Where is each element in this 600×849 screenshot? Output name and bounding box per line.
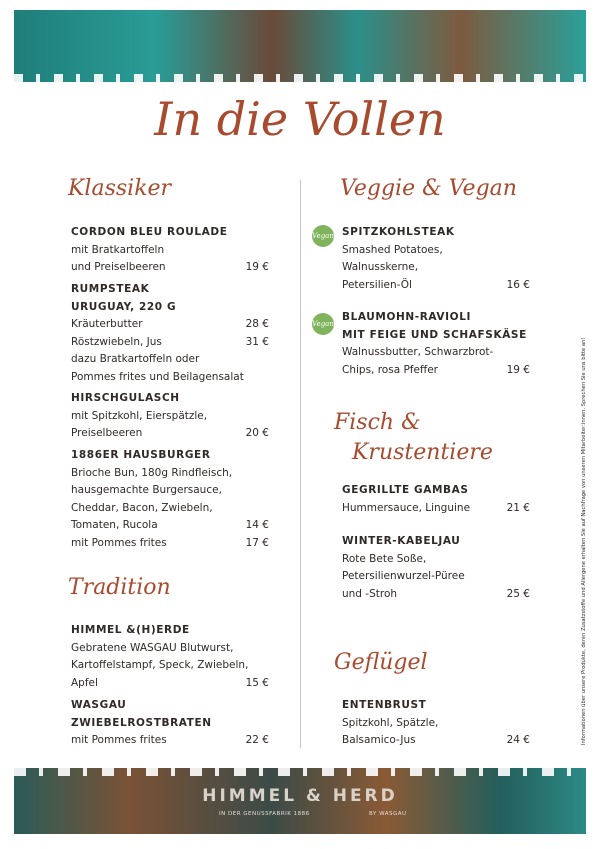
item-name: MIT FEIGE UND SCHAFSKÄSE — [342, 328, 527, 341]
item-price: 16 € — [506, 278, 530, 291]
item-line: Apfel 15 € — [71, 675, 269, 693]
column-divider — [300, 180, 301, 748]
item-price: 20 € — [245, 427, 269, 439]
top-painted-band — [14, 10, 586, 82]
item-price: 28 € — [245, 318, 269, 330]
item-line: Hummersauce, Linguine 21 € — [342, 500, 530, 518]
item-line: Walnussbutter, Schwarzbrot- — [342, 346, 494, 358]
bottom-painted-band — [14, 768, 586, 834]
item-price: 14 € — [245, 519, 269, 531]
item-line: Tomaten, Rucola 14 € — [71, 517, 269, 535]
item-line: Chips, rosa Pfeffer 19 € — [342, 362, 530, 380]
item-line: mit Spitzkohl, Eierspätzle, — [71, 409, 208, 422]
item-line: Röstzwiebeln, Jus 31 € — [71, 334, 269, 352]
menu-item-hausburger — [71, 447, 269, 552]
item-name: BLAUMOHN-RAVIOLI — [342, 311, 471, 323]
menu-item-blaumohn-ravioli — [342, 309, 530, 379]
item-line: und Preiselbeeren 19 € — [71, 259, 269, 277]
item-name: ENTENBRUST — [342, 699, 427, 711]
item-line: hausgemachte Burgersauce, — [71, 484, 222, 496]
page-title: In die Vollen — [154, 92, 446, 146]
menu-item-cordon-bleu — [71, 224, 269, 277]
brand-logo: HIMMEL & HERD — [202, 786, 398, 806]
item-line: Walnusskerne, — [342, 261, 419, 273]
item-name: RUMPSTEAK — [71, 283, 150, 295]
item-price: 19 € — [245, 261, 269, 273]
item-price: 22 € — [245, 734, 269, 746]
item-price: 19 € — [506, 363, 530, 376]
item-name: GEGRILLTE GAMBAS — [342, 484, 469, 496]
item-line: Rote Bete Soße, — [342, 552, 427, 565]
item-line: Petersilien-Öl 16 € — [342, 277, 530, 295]
item-name: HIMMEL &(H)ERDE — [71, 624, 190, 636]
item-line: Preiselbeeren 20 € — [71, 425, 269, 443]
item-name: WASGAU — [71, 699, 127, 711]
section-title-krustentiere: Krustentiere — [352, 440, 493, 465]
item-price: 31 € — [245, 335, 269, 348]
menu-item-entenbrust — [342, 697, 530, 750]
vegan-badge-icon: Vegan — [312, 313, 334, 335]
item-line: Kartoffelstampf, Speck, Zwiebeln, — [71, 659, 249, 671]
item-line: Cheddar, Bacon, Zwiebeln, — [71, 501, 213, 514]
menu-item-zwiebelrostbraten — [71, 697, 269, 750]
item-name: URUGUAY, 220 G — [71, 300, 177, 313]
vegan-badge-icon: Vegan — [312, 225, 334, 247]
item-line: mit Pommes frites 17 € — [71, 535, 269, 553]
section-title-veggie: Veggie & Vegan — [340, 176, 517, 201]
item-line: mit Bratkartoffeln — [71, 243, 165, 256]
allergen-note: Informationen über unsere Produkte, deren Zusatzstoffe und Allergene erhalten Sie auf Nachfrage von unseren Mitarbeiter:innen. Sprechen Sie uns bitte an! — [581, 337, 587, 745]
item-line: und -Stroh 25 € — [342, 586, 530, 604]
item-line: mit Pommes frites 22 € — [71, 732, 269, 750]
menu-item-gambas — [342, 482, 530, 517]
item-name: ZWIEBELROSTBRATEN — [71, 716, 212, 729]
item-name: 1886ER HAUSBURGER — [71, 449, 211, 461]
item-line: Spitzkohl, Spätzle, — [342, 716, 439, 729]
item-price: 21 € — [506, 501, 530, 514]
menu-item-hirschgulasch — [71, 390, 269, 443]
menu-item-kabeljau — [342, 533, 530, 603]
section-title-klassiker: Klassiker — [68, 176, 172, 201]
item-name: HIRSCHGULASCH — [71, 392, 180, 404]
brand-by: BY WASGAU — [369, 811, 407, 817]
item-line: Smashed Potatoes, — [342, 243, 443, 256]
item-line: dazu Bratkartoffeln oder — [71, 353, 200, 365]
item-name: WINTER-KABELJAU — [342, 535, 461, 547]
item-line: Petersilienwurzel-Püree — [342, 570, 465, 582]
item-line: Pommes frites und Beilagensalat — [71, 370, 244, 383]
section-title-gefluegel: Geflügel — [334, 650, 428, 675]
section-title-fisch: Fisch & — [334, 410, 421, 435]
item-line: Balsamico-Jus 24 € — [342, 732, 530, 750]
menu-item-spitzkohlsteak — [342, 224, 530, 294]
item-line: Kräuterbutter 28 € — [71, 316, 269, 334]
menu-item-rumpsteak — [71, 281, 269, 386]
brand-subtitle: IN DER GENUSSFABRIK 1886 — [219, 811, 310, 817]
item-name: SPITZKOHLSTEAK — [342, 226, 455, 238]
item-name: CORDON BLEU ROULADE — [71, 226, 228, 238]
item-line: Gebratene WASGAU Blutwurst, — [71, 641, 234, 654]
menu-item-himmel-erde — [71, 622, 269, 692]
item-line: Brioche Bun, 180g Rindfleisch, — [71, 466, 233, 479]
item-price: 15 € — [245, 676, 269, 689]
item-price: 24 € — [506, 734, 530, 746]
item-price: 25 € — [506, 587, 530, 600]
section-title-tradition: Tradition — [68, 575, 171, 600]
item-price: 17 € — [245, 536, 269, 549]
